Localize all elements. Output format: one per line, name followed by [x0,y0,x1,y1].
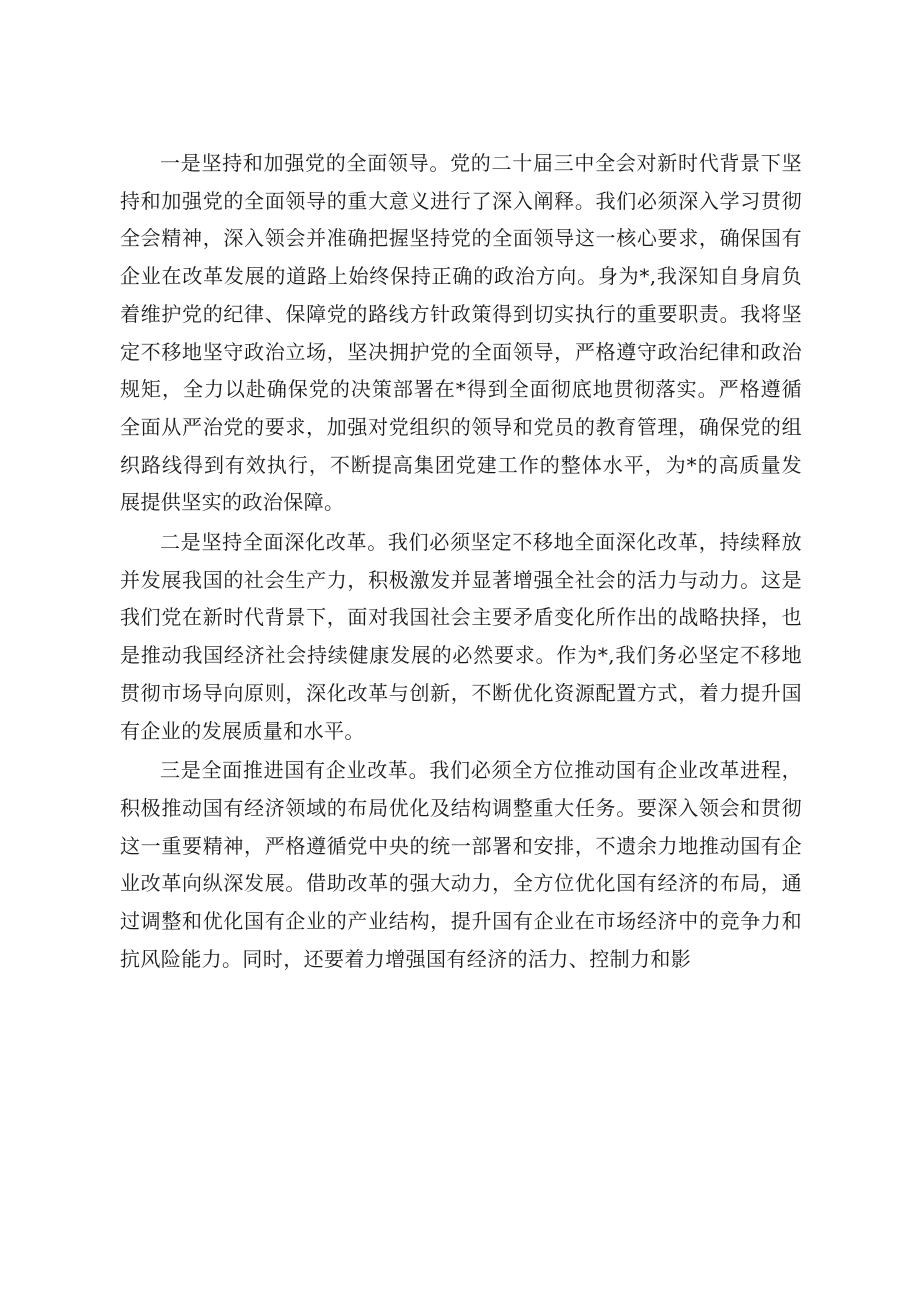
paragraph-text: 党的二十届三中全会对新时代背景下坚持和加强党的全面领导的重大意义进行了深入阐释。我们必须深入学习贯彻全会精神，深入领会并准确把握坚持党的全面领导这一核心要求，确保国有企业在改革发展的道路上始终保持正确的政治方向。身为*,我深知自身肩负着维护党的纪律、保障党的路线方针政策得到切实执行的重要职责。我将坚定不移地坚守政治立场，坚决拥护党的全面领导，严格遵守政治纪律和政治规矩，全力以赴确保党的决策部署在*得到全面彻底地贯彻落实。严格遵循全面从严治党的要求，加强对党组织的领导和党员的教育管理，确保党的组织路线得到有效执行，不断提高集团党建工作的整体水平，为*的高质量发展提供坚实的政治保障。 [120,151,802,515]
paragraph-soe-reform [120,752,802,978]
paragraph-heading: 二是坚持全面深化改革。 [160,530,388,555]
paragraph-party-leadership [120,145,802,522]
paragraph-text: 我们必须坚定不移地全面深化改革，持续释放并发展我国的社会生产力，积极激发并显著增强全社会的活力与动力。这是我们党在新时代背景下，面对我国社会主要矛盾变化所作出的战略抉择，也是推动我国经济社会持续健康发展的必然要求。作为*,我们务必坚定不移地贯彻市场导向原则，深化改革与创新，不断优化资源配置方式，着力提升国有企业的发展质量和水平。 [120,530,802,743]
document-body [120,145,802,978]
paragraph-deepen-reform [120,524,802,750]
paragraph-text: 我们必须全方位推动国有企业改革进程，积极推动国有经济领域的布局优化及结构调整重大任务。要深入领会和贯彻这一重要精神，严格遵循党中央的统一部署和安排，不遗余力地推动国有企业改革向纵深发展。借助改革的强大动力，全方位优化国有经济的布局，通过调整和优化国有企业的产业结构，提升国有企业在市场经济中的竞争力和抗风险能力。同时，还要着力增强国有经济的活力、控制力和影 [120,758,802,971]
paragraph-heading: 三是全面推进国有企业改革。 [160,758,430,783]
paragraph-heading: 一是坚持和加强党的全面领导。 [160,151,451,175]
